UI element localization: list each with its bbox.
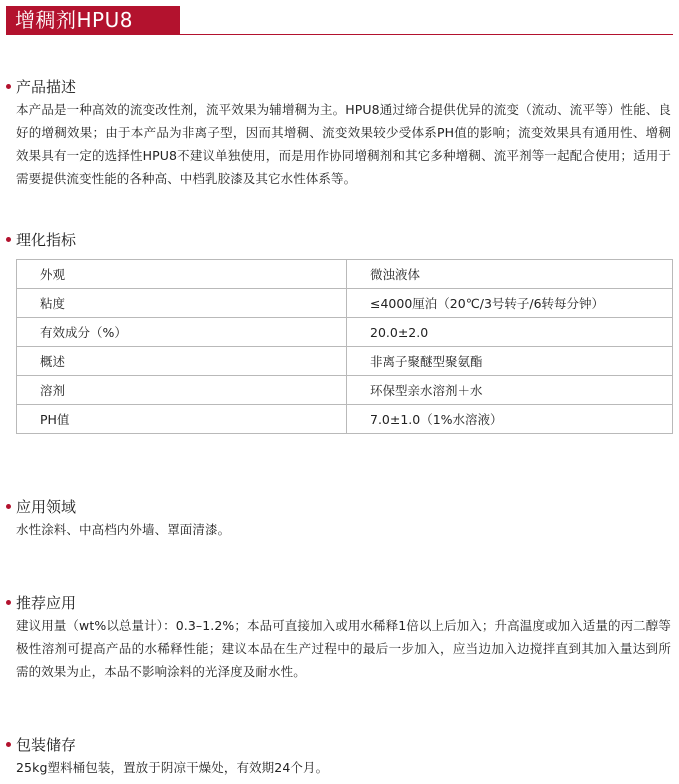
description-text: 本产品是一种高效的流变改性剂，流平效果为辅增稠为主。HPU8通过缔合提供优异的流变（流动、流平等）性能、良好的增稠效果；由于本产品为非离子型，因而其增稠、流变效果较少受体系PH值的影响；流变效果具有通用性、增稠效果具有一定的选择性HPU8不建议单独使用，而是用作协同增稠剂和其它多种增稠、流平剂等一起配合使用；适用于需要提供流变性能的各种高、中档乳胶漆及其它水性体系等。: [16, 102, 671, 186]
section-heading-text: 包装储存: [16, 736, 77, 754]
section-heading: [0, 229, 679, 251]
spec-value: 20.0±2.0: [347, 318, 673, 347]
spec-key: PH值: [17, 405, 347, 434]
table-row: [17, 347, 673, 376]
packaging-text: 25kg塑料桶包装，置放于阴凉干燥处，有效期24个月。: [16, 760, 329, 775]
table-row: [17, 289, 673, 318]
bullet-icon: [6, 504, 11, 509]
section-heading: [0, 592, 679, 614]
bullet-icon: [6, 742, 11, 747]
section-heading-text: 产品描述: [16, 78, 77, 96]
spec-key: 粘度: [17, 289, 347, 318]
table-row: [17, 318, 673, 347]
application-text: 水性涂料、中高档内外墙、罩面清漆。: [16, 522, 231, 537]
section-heading: [0, 76, 679, 98]
table-row: [17, 376, 673, 405]
spec-key: 有效成分（%）: [17, 318, 347, 347]
spec-key: 外观: [17, 260, 347, 289]
section-packaging: [0, 734, 679, 779]
section-description: [0, 76, 679, 190]
table-row: [17, 260, 673, 289]
bullet-icon: [6, 237, 11, 242]
section-heading-text: 理化指标: [16, 231, 77, 249]
spec-value: ≤4000厘泊（20℃/3号转子/6转每分钟）: [347, 289, 673, 318]
spec-value: 非离子聚醚型聚氨酯: [347, 347, 673, 376]
title-divider: [6, 34, 673, 35]
section-heading-text: 应用领域: [16, 498, 77, 516]
section-usage: [0, 592, 679, 683]
table-row: [17, 405, 673, 434]
spec-key: 溶剂: [17, 376, 347, 405]
section-specs: [0, 229, 679, 251]
page-title: 增稠剂HPU8: [6, 6, 180, 34]
section-heading: [0, 496, 679, 518]
section-heading: [0, 734, 679, 756]
section-application: [0, 496, 679, 541]
section-heading-text: 推荐应用: [16, 594, 77, 612]
bullet-icon: [6, 600, 11, 605]
bullet-icon: [6, 84, 11, 89]
spec-value: 微浊液体: [347, 260, 673, 289]
usage-text: 建议用量（wt%以总量计）：0.3–1.2%；本品可直接加入或用水稀释1倍以上后加入；升高温度或加入适量的丙二醇等极性溶剂可提高产品的水稀释性能；建议本品在生产过程中的最后一步加入，应当边加入边搅拌直到其加入量达到所需的效果为止，本品不影响涂料的光泽度及耐水性。: [16, 618, 671, 679]
spec-value: 7.0±1.0（1%水溶液）: [347, 405, 673, 434]
spec-value: 环保型亲水溶剂＋水: [347, 376, 673, 405]
spec-table: [16, 259, 673, 434]
spec-key: 概述: [17, 347, 347, 376]
